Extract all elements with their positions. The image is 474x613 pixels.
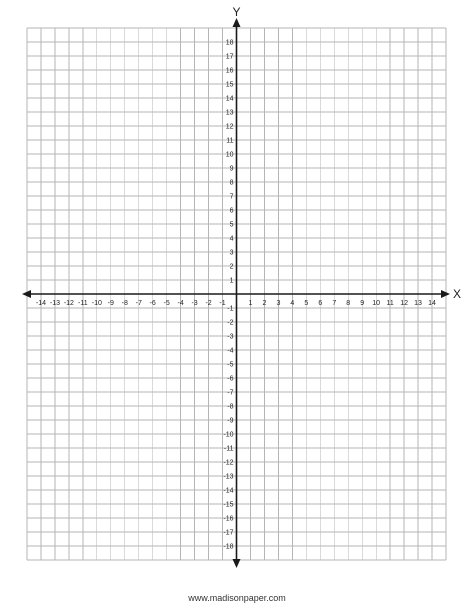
y-tick-label: -11	[223, 445, 234, 453]
x-tick-label: -3	[191, 300, 198, 307]
y-tick-label: 2	[229, 263, 234, 271]
x-tick-label: 11	[386, 300, 394, 307]
y-tick-label: 8	[229, 179, 234, 187]
x-tick-label: 4	[290, 300, 295, 307]
y-tick-label: 6	[229, 207, 234, 215]
y-tick-label: 17	[225, 53, 234, 61]
y-tick-label: -12	[223, 459, 234, 467]
y-tick-label: 12	[225, 123, 234, 131]
y-tick-label: 11	[226, 137, 234, 145]
y-tick-label: -15	[223, 501, 234, 509]
x-axis-right-arrow	[441, 290, 450, 298]
y-tick-label: -4	[227, 347, 234, 355]
x-tick-label: -6	[149, 300, 156, 307]
x-tick-label: -14	[35, 300, 47, 307]
y-tick-label: -3	[227, 333, 234, 341]
y-tick-label: 18	[225, 39, 234, 47]
y-tick-label: -17	[223, 529, 234, 537]
x-tick-label: 8	[346, 300, 351, 307]
x-tick-label: 6	[318, 300, 323, 307]
x-tick-label: -4	[177, 300, 184, 307]
y-tick-label: 14	[225, 95, 234, 103]
x-tick-label: 7	[332, 300, 337, 307]
y-tick-label: -1	[227, 305, 234, 313]
x-tick-label: -12	[63, 300, 74, 307]
x-tick-label: -10	[91, 300, 102, 307]
x-tick-label: 9	[360, 300, 365, 307]
x-tick-label: 2	[262, 300, 267, 307]
y-tick-label: 4	[229, 235, 234, 243]
x-tick-label: -8	[121, 300, 128, 307]
y-tick-label: 5	[229, 221, 234, 229]
y-tick-label: -10	[223, 431, 234, 439]
y-tick-label: -18	[223, 543, 234, 551]
y-tick-label: -14	[223, 487, 234, 495]
x-tick-label: 14	[428, 300, 436, 307]
y-axis-label: Y	[232, 5, 241, 19]
axes	[22, 18, 450, 568]
y-tick-label: -9	[227, 417, 234, 425]
y-tick-label: -8	[227, 403, 234, 411]
x-tick-label: -13	[49, 300, 60, 307]
y-tick-label: 3	[229, 249, 234, 257]
x-tick-label: 13	[414, 300, 422, 307]
y-tick-label: -5	[227, 361, 234, 369]
x-tick-label: -11	[78, 300, 88, 307]
x-tick-label: -1	[219, 300, 226, 307]
y-axis-bottom-arrow	[233, 559, 241, 568]
x-tick-label: -7	[135, 300, 142, 307]
y-tick-label: 13	[225, 109, 234, 117]
y-tick-label: 1	[229, 277, 234, 285]
x-tick-label: -2	[205, 300, 212, 307]
y-tick-label: 7	[229, 193, 234, 201]
y-tick-label: 15	[225, 81, 234, 89]
y-tick-label: 16	[225, 67, 234, 75]
y-tick-label: -16	[223, 515, 234, 523]
x-tick-label: 1	[248, 300, 253, 307]
y-tick-label: -13	[223, 473, 234, 481]
footer-url: www.madisonpaper.com	[188, 593, 286, 603]
x-axis-left-arrow	[22, 290, 31, 298]
y-axis-top-arrow	[233, 18, 241, 27]
x-tick-label: 12	[400, 300, 408, 307]
x-tick-label: 10	[372, 300, 381, 307]
y-tick-label: -2	[227, 319, 234, 327]
y-tick-label: 10	[225, 151, 234, 159]
y-tick-label: -7	[227, 389, 234, 397]
y-tick-label: 9	[229, 165, 234, 173]
y-tick-label: -6	[227, 375, 234, 383]
x-axis-label: X	[453, 287, 462, 301]
x-tick-label: -5	[163, 300, 170, 307]
x-tick-label: 5	[304, 300, 309, 307]
x-tick-label: 3	[276, 300, 281, 307]
x-tick-label: -9	[107, 300, 114, 307]
